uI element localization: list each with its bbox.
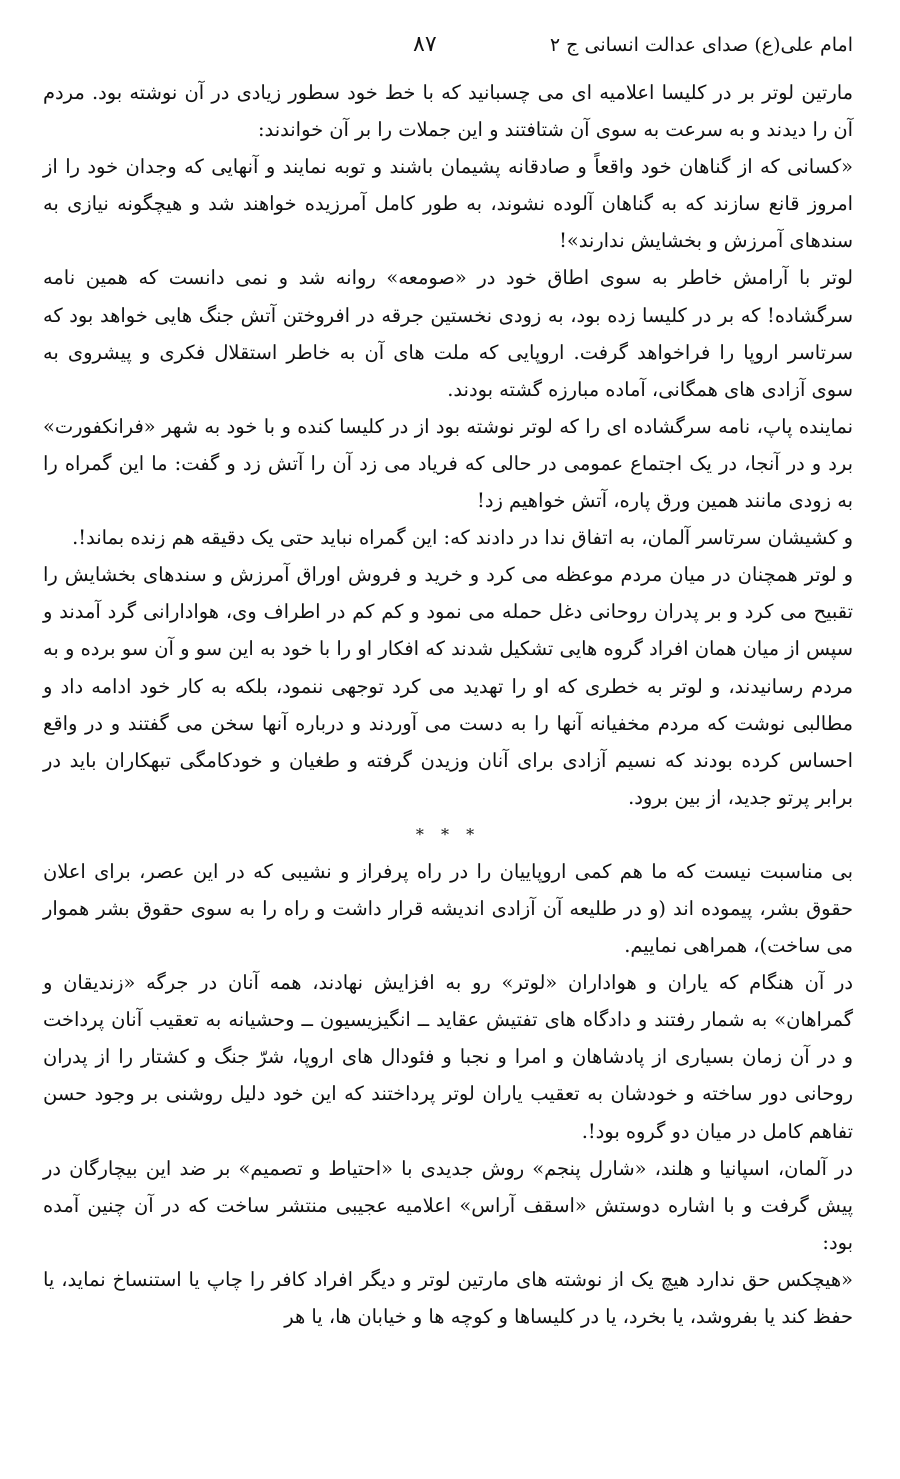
page-header xyxy=(43,30,853,74)
paragraph: «کسانی که از گناهان خود واقعاً و صادقانه پشیمان باشند و توبه نمایند و آنهایی که وجدان خود را از امروز قانع سازند که به گناهان آلوده نشوند، به طور کامل آمرزیده خواهند شد و هیچگونه نیازی به سندهای آمرزش و بخشایش ندارند»! xyxy=(43,155,853,253)
paragraph: بی مناسبت نیست که ما هم کمی اروپاییان را در راه پرفراز و نشیبی که در این عصر، برای اعلان حقوق بشر، پیموده اند (و در طلیعه آن آزادی اندیشه قرار داشت و راه را به سوی حقوق بشر هموار می ساخت)، همراهی نماییم. xyxy=(43,859,853,958)
section-separator: * * * xyxy=(415,824,481,844)
paragraph: و کشیشان سرتاسر آلمان، به اتفاق ندا در دادند که: این گمراه نباید حتی یک دقیقه هم زنده بماند!. xyxy=(72,526,853,550)
page-body xyxy=(43,74,853,1335)
page-number: ۸۷ xyxy=(413,32,437,57)
paragraph: مارتین لوتر بر در کلیسا اعلامیه ای می چسبانید که با خط خود سطور زیادی در آن نوشته بود. مردم آن را دیدند و به سرعت به سوی آن شتافتند و این جملات را بر آن خواندند: xyxy=(43,81,853,142)
paragraph: نماینده پاپ، نامه سرگشاده ای را که لوتر نوشته بود از در کلیسا کنده و با خود به شهر «فرانکفورت» برد و در آنجا، در یک اجتماع عمومی در حالی که فریاد می زد آن را آتش زد و گفت: ما این گمراه را به زودی مانند همین ورق پاره، آتش خواهیم زد! xyxy=(43,414,853,513)
running-title: امام علی(ع) صدای عدالت انسانی ج ۲ xyxy=(549,34,853,56)
paragraph: لوتر با آرامش خاطر به سوی اطاق خود در «صومعه» روانه شد و نمی دانست که همین نامه سرگشاده! که بر در کلیسا زده بود، به زودی نخستین جرقه در افروختن آتش جنگ هایی خواهد بود که سرتاسر اروپا را فراخواهد گرفت. اروپایی که ملت های آن به خاطر استقلال فکری و پیشروی به سوی آزادی های همگانی، آماده مبارزه گشته بودند. xyxy=(43,266,853,401)
paragraph: در آلمان، اسپانیا و هلند، «شارل پنجم» روش جدیدی با «احتیاط و تصمیم» بر ضد این بیچارگان در پیش گرفت و با اشاره دوستش «اسقف آراس» اعلامیه عجیبی منتشر ساخت که در آن چنین آمده بود: xyxy=(43,1156,853,1254)
paragraph: و لوتر همچنان در میان مردم موعظه می کرد و خرید و فروش اوراق آمرزش و سندهای بخشایش را تقبیح می کرد و بر پدران روحانی دغل حمله می نمود و کم کم در اطراف وی، هوادارانی گرد آمدند و سپس از میان همان افراد گروه هایی تشکیل شدند که افکار او را با خود به این سو و آن سو برده و به مردم رسانیدند، و لوتر به خطری که او را تهدید می کرد توجهی ننمود، بلکه به کار خود ادامه داد و مطالبی نوشت که مردم مخفیانه آنها را به دست می آوردند و درباره آنها سخن می گفتند و در واقع احساس کرده بودند که نسیم آزادی برای آنان وزیدن گرفته و طغیان و خودکامگی تبهکاران باید در برابر پرتو جدید، از بین برود. xyxy=(43,563,853,809)
paragraph: «هیچکس حق ندارد هیچ یک از نوشته های مارتین لوتر و دیگر افراد کافر را چاپ یا استنساخ نماید، یا حفظ کند یا بفروشد، یا بخرد، یا در کلیساها و کوچه ها و خیابان ها، یا هر xyxy=(43,1267,853,1328)
paragraph: در آن هنگام که یاران و هواداران «لوتر» رو به افزایش نهادند، همه آنان در جرگه «زندیقان و گمراهان» به شمار رفتند و دادگاه های تفتیش عقاید ــ انگیزیسیون ــ وحشیانه به تعقیب آنان پرداخت و در آن زمان بسیاری از پادشاهان و امرا و نجبا و فئودال های اروپا، شرّ جنگ و کشتار را از پدران روحانی دور ساخته و خودشان به تعقیب یاران لوتر پرداختند که این خود دلیل روشنی بر وجود حسن تفاهم کامل در میان دو گروه بود!. xyxy=(43,971,853,1143)
